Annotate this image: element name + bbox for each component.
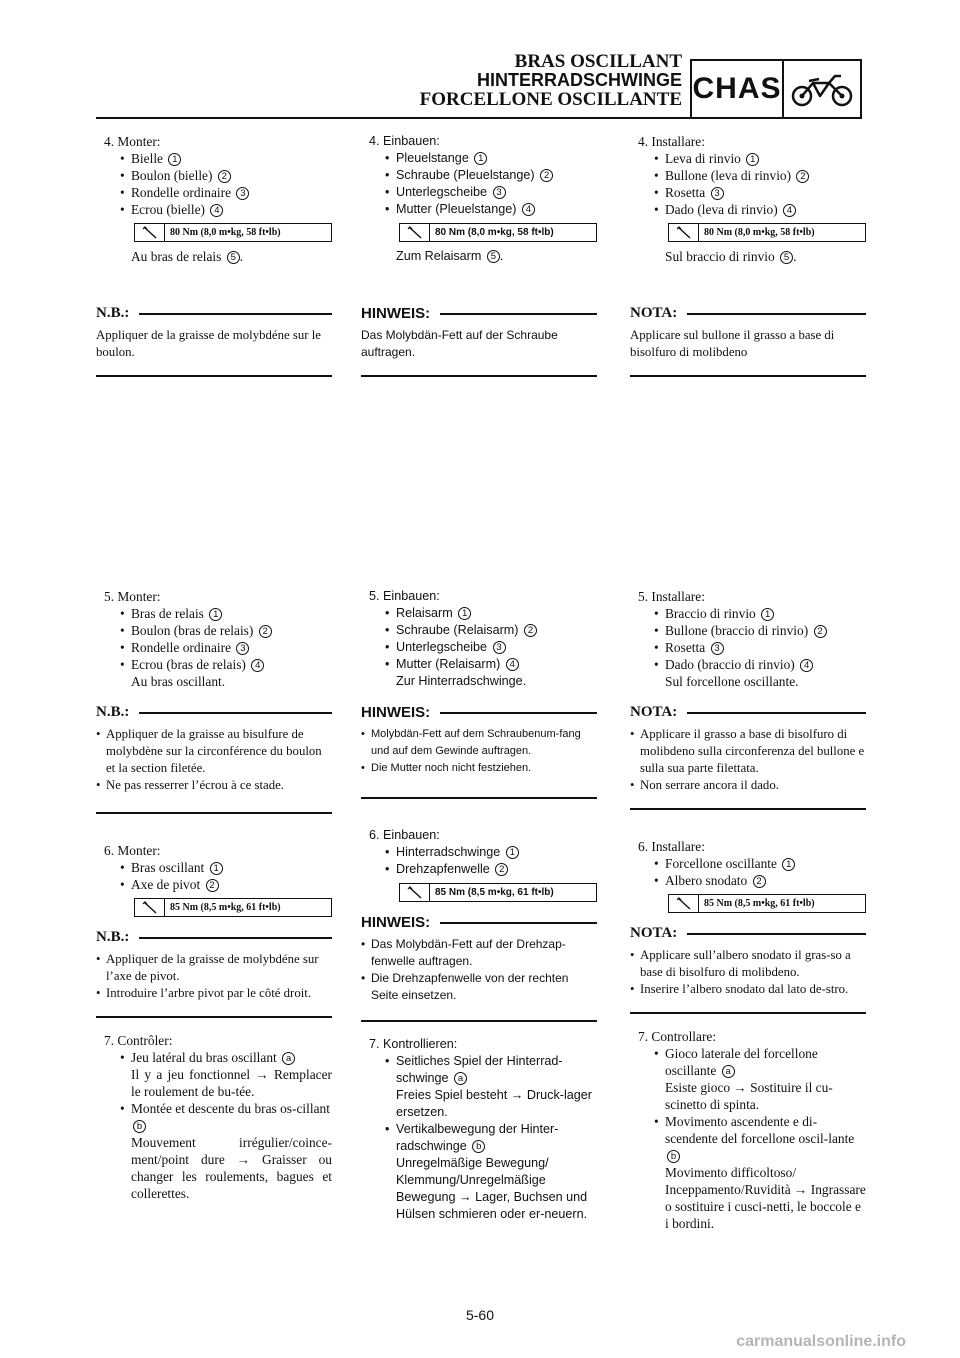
torque-value: 85 Nm (8,5 m•kg, 61 ft•lb): [435, 887, 554, 898]
list-item: • Seitliches Spiel der Hinterrad-schwinge a: [361, 1053, 597, 1087]
torque-spec: [399, 883, 597, 902]
step-title: 4. Monter:: [104, 134, 161, 149]
note-label: HINWEIS:: [361, 914, 431, 931]
step-title: 7. Contrôler:: [104, 1033, 173, 1048]
step-target: Sul braccio di rinvio 5 .: [665, 249, 797, 264]
column-french: [96, 133, 332, 377]
list-item: • Albero snodato 2: [630, 872, 866, 889]
list-item: • Hinterradschwinge 1: [361, 844, 597, 861]
note-2: [96, 704, 332, 814]
note-label: N.B.:: [96, 305, 130, 321]
motorcycle-icon: [784, 61, 860, 117]
check-result: Movimento difficoltoso/ Inceppamento/Ruvidità → Ingrassare o sostituire i cusci-netti, le boccole e i bordini.: [665, 1165, 866, 1231]
step-title: 7. Kontrollieren:: [369, 1037, 458, 1051]
note-point: • Applicare sull’albero snodato il gras-so a base di bisolfuro di molibdeno.: [630, 947, 866, 981]
note-point: • Applicare il grasso a base di bisolfuro di molibdeno sulla circonferenza del bullone e sulla sua parte filettata.: [630, 726, 866, 777]
list-item: • Bullone (braccio di rinvio) 2: [630, 622, 866, 639]
step-title: 5. Monter:: [104, 589, 161, 604]
step-6: [361, 827, 597, 902]
note-text: Applicare sul bullone il grasso a base di bisolfuro di molibdeno: [630, 328, 835, 359]
step-title: 4. Einbauen:: [369, 134, 440, 148]
list-item: • Rosetta 3: [630, 184, 866, 201]
torque-spec: [134, 898, 332, 917]
check-result: Mouvement irrégulier/coince-ment/point dure → Graisser ou changer les roulements, bagues et collerettes.: [131, 1135, 332, 1201]
step-4: [361, 133, 597, 265]
list-item: • Rosetta 3: [630, 639, 866, 656]
section-code: CHAS: [692, 61, 784, 117]
note-point: • Inserire l’albero snodato dal lato de-stro.: [630, 981, 866, 998]
note-label: NOTA:: [630, 704, 678, 720]
note-3: [630, 925, 866, 1014]
step-title: 6. Installare:: [638, 839, 705, 854]
note-3: [96, 929, 332, 1018]
step-title: 6. Einbauen:: [369, 828, 440, 842]
column-french-lower: [96, 588, 332, 1202]
title-french: BRAS OSCILLANT: [514, 51, 682, 72]
list-item: • Bras oscillant 1: [96, 859, 332, 876]
list-item: • Schraube (Relaisarm) 2: [361, 622, 597, 639]
note-1: [96, 305, 332, 377]
step-target: Au bras de relais 5 .: [131, 249, 244, 264]
step-title: 5. Installare:: [638, 589, 705, 604]
step-4: [96, 133, 332, 265]
list-item: • Movimento ascendente e di-scendente del forcellone oscil-lante b: [630, 1113, 866, 1164]
section-badge: [690, 59, 862, 119]
list-item: • Dado (leva di rinvio) 4: [630, 201, 866, 218]
note-point: • Ne pas resserrer l’écrou à ce stade.: [96, 777, 332, 794]
step-6: [96, 842, 332, 917]
wrench-icon: [400, 224, 430, 241]
column-italian-lower: [630, 588, 866, 1232]
column-german: [361, 133, 597, 377]
page-number: 5-60: [465, 1307, 495, 1323]
note-3: [361, 914, 597, 1022]
list-item: • Forcellone oscillante 1: [630, 855, 866, 872]
watermark: carmanualsonline.info: [736, 1333, 906, 1350]
torque-spec: [668, 894, 866, 913]
list-item: • Vertikalbewegung der Hinter-radschwinge b: [361, 1121, 597, 1155]
wrench-icon: [669, 224, 699, 241]
note-label: NOTA:: [630, 925, 678, 941]
list-item: • Boulon (bielle) 2: [96, 167, 332, 184]
step-6: [630, 838, 866, 913]
step-target: Zum Relaisarm 5 .: [396, 249, 504, 263]
wrench-icon: [669, 895, 699, 912]
note-label: N.B.:: [96, 929, 130, 945]
note-label: N.B.:: [96, 704, 130, 720]
torque-spec: [134, 223, 332, 242]
note-1: [361, 305, 597, 377]
title-italian: FORCELLONE OSCILLANTE: [419, 89, 682, 110]
note-2: [630, 704, 866, 810]
list-item: • Schraube (Pleuelstange) 2: [361, 167, 597, 184]
list-item: • Jeu latéral du bras oscillant a: [96, 1049, 332, 1066]
note-text: Appliquer de la graisse de molybdéne sur le boulon.: [96, 328, 321, 359]
list-item: • Mutter (Relaisarm) 4: [361, 656, 597, 673]
torque-value: 80 Nm (8,0 m•kg, 58 ft•lb): [435, 227, 554, 238]
step-5: [630, 588, 866, 690]
torque-value: 85 Nm (8,5 m•kg, 61 ft•lb): [170, 902, 281, 913]
step-5: [361, 588, 597, 690]
list-item: • Pleuelstange 1: [361, 150, 597, 167]
note-point: • Appliquer de la graisse de molybdéne sur l’axe de pivot.: [96, 951, 332, 985]
check-result: Freies Spiel besteht → Druck-lager ersetzen.: [396, 1088, 592, 1119]
note-1: [630, 305, 866, 377]
step-title: 6. Monter:: [104, 843, 161, 858]
step-4: [630, 133, 866, 265]
step-title: 5. Einbauen:: [369, 589, 440, 603]
note-label: NOTA:: [630, 305, 678, 321]
note-point: • Introduire l’arbre pivot par le côté droit.: [96, 985, 332, 1002]
wrench-icon: [135, 899, 165, 916]
wrench-icon: [135, 224, 165, 241]
step-target: Sul forcellone oscillante.: [665, 674, 799, 689]
list-item: • Rondelle ordinaire 3: [96, 639, 332, 656]
list-item: • Leva di rinvio 1: [630, 150, 866, 167]
column-italian: [630, 133, 866, 377]
list-item: • Unterlegscheibe 3: [361, 184, 597, 201]
title-german: HINTERRADSCHWINGE: [477, 70, 682, 90]
list-item: • Montée et descente du bras os-cillant b: [96, 1100, 332, 1134]
step-7: [630, 1028, 866, 1232]
torque-value: 85 Nm (8,5 m•kg, 61 ft•lb): [704, 898, 815, 909]
check-result: Unregelmäßige Bewegung/ Klemmung/Unregelmäßige Bewegung → Lager, Buchsen und Hülsen schmieren oder er-neuern.: [396, 1156, 588, 1221]
section-title-block: [420, 52, 682, 109]
list-item: • Relaisarm 1: [361, 605, 597, 622]
note-point: • Molybdän-Fett auf dem Schraubenum-fang und auf dem Gewinde auftragen.: [361, 726, 597, 760]
list-item: • Braccio di rinvio 1: [630, 605, 866, 622]
torque-value: 80 Nm (8,0 m•kg, 58 ft•lb): [704, 227, 815, 238]
list-item: • Gioco laterale del forcellone oscillante a: [630, 1045, 866, 1079]
wrench-icon: [400, 884, 430, 901]
note-point: • Die Mutter noch nicht festziehen.: [361, 760, 597, 777]
list-item: • Bullone (leva di rinvio) 2: [630, 167, 866, 184]
step-title: 4. Installare:: [638, 134, 705, 149]
step-target: Zur Hinterradschwinge.: [396, 674, 527, 688]
note-label: HINWEIS:: [361, 704, 431, 721]
check-result: Esiste gioco → Sostituire il cu-scinetto di spinta.: [665, 1080, 833, 1112]
note-point: • Die Drehzapfenwelle von der rechten Seite einsetzen.: [361, 970, 597, 1004]
list-item: • Bras de relais 1: [96, 605, 332, 622]
step-7: [361, 1036, 597, 1223]
step-5: [96, 588, 332, 690]
list-item: • Axe de pivot 2: [96, 876, 332, 893]
torque-value: 80 Nm (8,0 m•kg, 58 ft•lb): [170, 227, 281, 238]
list-item: • Ecrou (bielle) 4: [96, 201, 332, 218]
check-result: Il y a jeu fonctionnel → Remplacer le roulement de bu-tée.: [131, 1067, 332, 1099]
step-title: 7. Controllare:: [638, 1029, 717, 1044]
list-item: • Mutter (Pleuelstange) 4: [361, 201, 597, 218]
step-target: Au bras oscillant.: [131, 674, 226, 689]
list-item: • Unterlegscheibe 3: [361, 639, 597, 656]
list-item: • Boulon (bras de relais) 2: [96, 622, 332, 639]
note-point: • Non serrare ancora il dado.: [630, 777, 866, 794]
torque-spec: [668, 223, 866, 242]
note-2: [361, 704, 597, 799]
note-point: • Das Molybdän-Fett auf der Drehzap-fenwelle auftragen.: [361, 936, 597, 970]
list-item: • Rondelle ordinaire 3: [96, 184, 332, 201]
list-item: • Ecrou (bras de relais) 4: [96, 656, 332, 673]
note-text: Das Molybdän-Fett auf der Schraube auftragen.: [361, 328, 558, 359]
list-item: • Dado (braccio di rinvio) 4: [630, 656, 866, 673]
note-point: • Appliquer de la graisse au bisulfure de molybdène sur la circonférence du boulon et la section filetée.: [96, 726, 332, 777]
note-label: HINWEIS:: [361, 305, 431, 322]
header-rule: [96, 117, 692, 119]
torque-spec: [399, 223, 597, 242]
column-german-lower: [361, 588, 597, 1223]
list-item: • Drehzapfenwelle 2: [361, 861, 597, 878]
list-item: • Bielle 1: [96, 150, 332, 167]
step-7: [96, 1032, 332, 1202]
